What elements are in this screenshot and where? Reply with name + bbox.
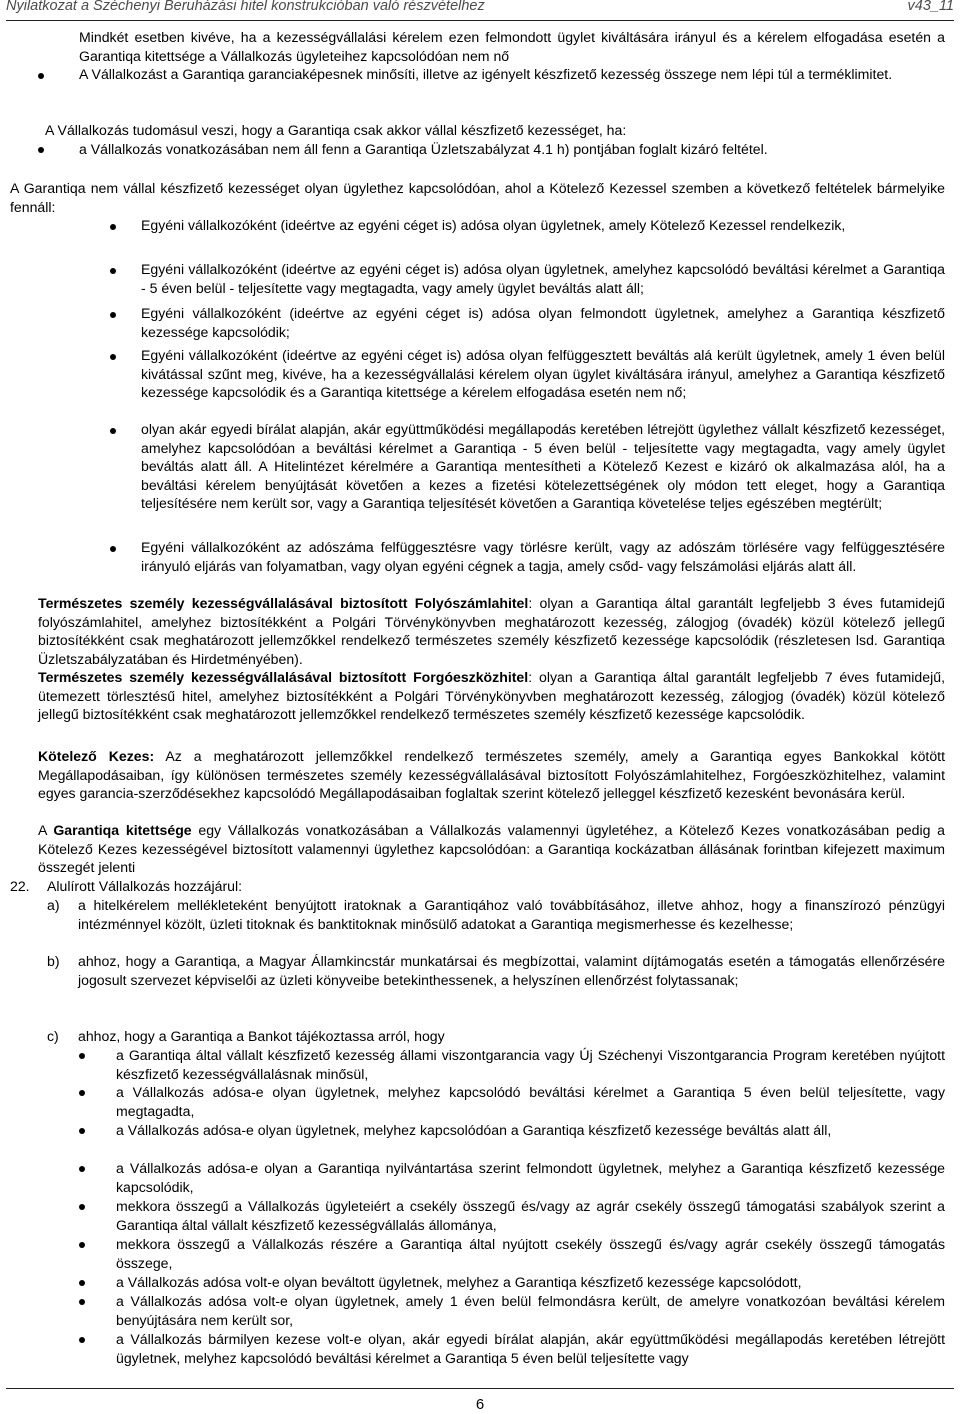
header-divider — [6, 20, 954, 21]
page-header — [6, 0, 954, 20]
c-subitem-3: a Vállalkozás adósa-e olyan ügyletnek, melyhez kapcsolódóan a Garantiqa készfizető kezessége beváltás alatt áll, — [116, 1122, 832, 1138]
definition-kotelezo-kezes: Kötelező Kezes: Az a meghatározott jellemzőkkel rendelkező természetes személy, amely a Garantiqa egyes Bankokkal kötött Megállapodásaiban, így különösen természetes személy kezességvállalásával biztosított Folyószámlahitelhez, Forgóeszközhitelhez, valamint egyes garancia-szerződésekhez kapcsolódó Megállapodásaiban foglaltak szerint kötelező jelleggel készfizető kezesként bevonására kerül. — [38, 748, 946, 802]
exclusion-item-6: Egyéni vállalkozóként az adószáma felfüggesztésre vagy törlésre került, vagy az adószám törlésére vagy felfüggesztésére irányuló eljárás van folyamatban, vagy olyan egyéni cégnek a tagja, amely csőd- vagy felszámolási eljárás alatt áll. — [141, 539, 945, 574]
definition-term: Garantiqa kitettsége — [53, 822, 192, 838]
item-b-text: ahhoz, hogy a Garantiqa, a Magyar Államkincstár munkatársai és megbízottai, valamint díjtámogatás esetén a támogatás ellenőrzésére jogosult szervezet képviselői az üzleti könyveibe betekinthessenek, a helyszínen ellenőrzést folytassanak; — [78, 953, 945, 988]
item-c-text: ahhoz, hogy a Garantiqa a Bankot tájékoztassa arról, hogy — [78, 1028, 445, 1044]
top-bullet-2: a Vállalkozás vonatkozásában nem áll fenn a Garantiqa Üzletszabályzat 4.1 h) pontjában foglalt kizáró feltétel. — [79, 141, 768, 157]
definition-kitettseg: A Garantiqa kitettsége egy Vállalkozás vonatkozásában a Vállalkozás valamennyi ügyletéhez, a Kötelező Kezes vonatkozásában pedig a Kötelező Kezes kezességével biztosított valamennyi ügylethez kapcsolódóan: a Garantiqa kockázatban állásának forintban kifejezett maximum összegét jelenti — [38, 822, 945, 876]
point-number: 22. — [10, 878, 30, 894]
bullet-dot — [110, 312, 116, 318]
bullet-dot — [79, 1242, 85, 1248]
exclusion-item-1: Egyéni vállalkozóként (ideértve az egyéni céget is) adósa olyan ügyletnek, amely Kötelező Kezessel rendelkezik, — [141, 217, 846, 233]
definition-folyoszamlahitel: Természetes személy kezességvállalásával biztosított Folyószámlahitel: olyan a Garantiqa által garantált legfeljebb 3 éves futamidejű folyószámlahitel, amelyhez biztosítékként a Polgári Törvénykönyvben meghatározott kezesség, zálogjog (óvadék) közül kötelező jellegű biztosítékként csak meghatározott jellemzőkkel rendelkező természetes személy készfizető kezessége kapcsolódik (részletesen lsd. Garantiqa Üzletszabályzatában és Hirdetményében). — [38, 595, 945, 667]
bullet-dot — [110, 224, 116, 230]
top-bullet-1: A Vállalkozást a Garantiqa garanciaképesnek minősíti, illetve az igényelt készfizető kezesség összege nem lépi túl a terméklimitet. — [79, 66, 893, 82]
c-subitem-6: mekkora összegű a Vállalkozás részére a Garantiqa által nyújtott csekély összegű és/vagy agrár csekély összegű támogatás összege, — [116, 1236, 945, 1271]
definition-term: Természetes személy kezességvállalásával biztosított Forgóeszközhitel — [38, 669, 529, 685]
bullet-dot — [110, 546, 116, 552]
bullet-dot — [38, 147, 44, 153]
top-paragraph: Mindkét esetben kivéve, ha a kezességvállalási kérelem ezen felmondott ügylet kiváltására irányul és a kérelem elfogadása esetén a Garantiqa kitettsége a Vállalkozás ügyleteihez kapcsolódóan nem nő — [79, 29, 945, 64]
header-title: Nyilatkozat a Széchenyi Beruházási hitel konstrukcióban való részvételhez — [6, 0, 485, 14]
c-subitem-4: a Vállalkozás adósa-e olyan a Garantiqa nyilvántartása szerint felmondott ügyletnek, melyhez a Garantiqa készfizető kezessége kapcsolódik, — [116, 1160, 945, 1195]
point-title: Alulírott Vállalkozás hozzájárul: — [47, 878, 243, 894]
c-subitem-5: mekkora összegű a Vállalkozás ügyleteiért a csekély összegű és/vagy az agrár csekély összegű támogatási szabályok szerint a Garantiqa által vállalt készfizető kezességvállalás állománya, — [116, 1198, 945, 1233]
definition-term: Természetes személy kezességvállalásával biztosított Folyószámlahitel — [38, 595, 529, 611]
exclusion-item-5: olyan akár egyedi bírálat alapján, akár együttműködési megállapodás keretében létrejött ügylethez vállalt készfizető kezességet, amelyhez kapcsolódóan a beváltási kérelmet a Garantiqa - 5 éven belül - teljesítette vagy megtagadta, vagy amely ügylet beváltás alatt áll. A Hitelintézet kérelmére a Garantiqa mentesítheti a Kötelező Kezest e kizáró ok alkalmazása alól, ha a beváltási kérelem benyújtását követően a kezes a fizetési kötelezettségének oly módon tett eleget, hogy a Garantiqa teljesítésére nem került sor, vagy a Garantiqa teljesítését követően a Garantiqa követelése teljes egészében megtérült; — [141, 421, 945, 512]
definition-term: Kötelező Kezes: — [38, 748, 155, 764]
c-subitem-1: a Garantiqa által vállalt készfizető kezesség állami viszontgarancia vagy Új Széchenyi Viszontgarancia Program keretében nyújtott készfizető kezességvállalásnak minősül, — [116, 1047, 945, 1082]
bullet-dot — [110, 268, 116, 274]
item-label-b: b) — [47, 953, 60, 969]
c-subitem-2: a Vállalkozás adósa-e olyan ügyletnek, melyhez kapcsolódó beváltási kérelmet a Garantiqa 5 éven belül teljesítette, vagy megtagadta, — [116, 1084, 945, 1119]
bullet-dot — [38, 73, 44, 79]
item-a-text: a hitelkérelem mellékleteként benyújtott iratoknak a Garantiqához való továbbításához, illetve ahhoz, hogy a finanszírozó pénzügyi intézménnyel közölt, üzleti titoknak és banktitoknak minősülő adatokat a Garantiqa megismerhesse és kezelhesse; — [78, 897, 945, 932]
c-subitem-8: a Vállalkozás adósa volt-e olyan ügyletnek, amely 1 éven belül felmondásra került, de amelyre vonatkozóan beváltási kérelem benyújtására nem került sor, — [116, 1293, 945, 1328]
exclusion-item-4: Egyéni vállalkozóként (ideértve az egyéni céget is) adósa olyan felfüggesztett beváltás alá került ügyletnek, amely 1 éven belül kivátással szűnt meg, kivéve, ha a kezességvállalási kérelem olyan ügylet kiváltására irányul, amelyhez a Garantiqa készfizető kezessége kapcsolódik és a Garantiqa kitettsége a kérelem elfogadása esetén nem nő; — [141, 347, 945, 401]
item-label-a: a) — [47, 897, 60, 913]
bullet-dot — [79, 1204, 85, 1210]
bullet-dot — [110, 354, 116, 360]
definition-forgoeszkozhitel: Természetes személy kezességvállalásával biztosított Forgóeszközhitel: olyan a Garantiqa által garantált legfeljebb 7 éves futamidejű, ütemezett törlesztésű hitel, amelyhez biztosítékként a Polgári Törvénykönyvben meghatározott kezesség, zálogjog (óvadék) közül kötelező jellegű biztosítékként csak meghatározott jellemzőkkel rendelkező természetes személy készfizető kezessége kapcsolódik. — [38, 669, 945, 723]
bullet-dot — [79, 1166, 85, 1172]
bullet-dot — [79, 1128, 85, 1134]
page-number: 6 — [475, 1396, 485, 1413]
bullet-dot — [79, 1280, 85, 1286]
top-paragraph-2: A Vállalkozás tudomásul veszi, hogy a Garantiqa csak akkor vállal készfizető kezességet, ha: — [45, 122, 627, 138]
bullet-dot — [79, 1053, 85, 1059]
bullet-dot — [79, 1090, 85, 1096]
item-label-c: c) — [47, 1028, 59, 1044]
bullet-dot — [79, 1299, 85, 1305]
exclusion-item-3: Egyéni vállalkozóként (ideértve az egyéni céget is) adósa olyan felmondott ügyletnek, amelyhez a Garantiqa készfizető kezessége kapcsolódik; — [141, 305, 945, 340]
c-subitem-9: a Vállalkozás bármilyen kezese volt-e olyan, akár egyedi bírálat alapján, akár együttműködési megállapodás keretében létrejött ügyletnek, melyhez kapcsolódó beváltási kérelmet a Garantiqa 5 éven belül teljesítette vagy — [116, 1331, 945, 1366]
header-version: v43_11 — [907, 0, 954, 14]
exclusion-intro: A Garantiqa nem vállal készfizető kezességet olyan ügylethez kapcsolódóan, ahol a Kötelező Kezessel szemben a következő feltételek bármelyike fennáll: — [10, 180, 945, 215]
bullet-dot — [79, 1337, 85, 1343]
c-subitem-7: a Vállalkozás adósa volt-e olyan beváltott ügyletnek, melyhez a Garantiqa készfizető kezessége kapcsolódott, — [116, 1274, 802, 1290]
exclusion-item-2: Egyéni vállalkozóként (ideértve az egyéni céget is) adósa olyan ügyletnek, amelyhez kapcsolódó beváltási kérelmet a Garantiqa - 5 éven belül - teljesítette vagy megtagadta, vagy amely ügylet beváltás alatt áll; — [141, 261, 945, 296]
footer-divider — [6, 1388, 954, 1389]
bullet-dot — [110, 428, 116, 434]
